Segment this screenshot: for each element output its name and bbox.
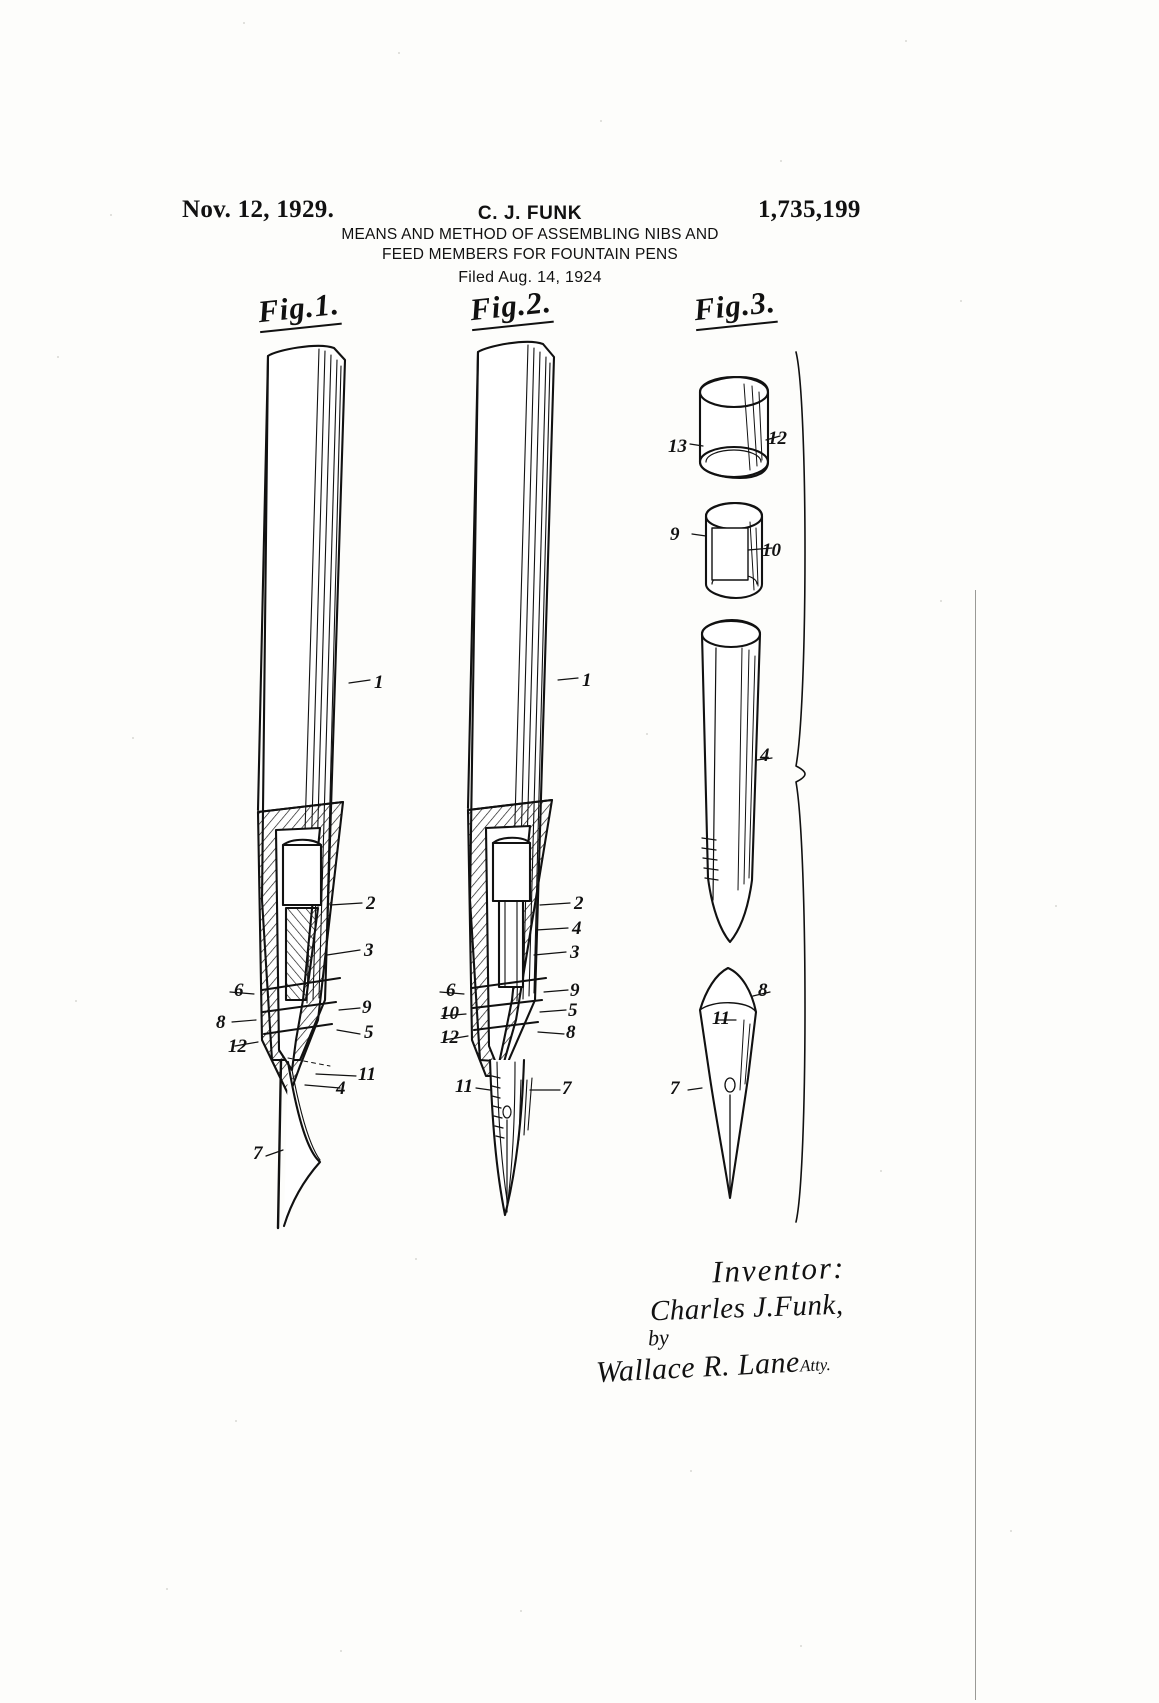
inventor-label: Inventor: — [711, 1249, 846, 1290]
ref-fig1-12: 12 — [228, 1036, 247, 1057]
ref-fig3-4: 4 — [760, 745, 770, 766]
ref-fig2-9: 9 — [570, 980, 580, 1001]
inventor-initials: C. J. FUNK — [477, 203, 583, 224]
filing-date: Filed Aug. 14, 1924 — [458, 268, 602, 286]
attorney-suffix: Atty. — [799, 1354, 832, 1376]
ref-fig2-8: 8 — [566, 1022, 576, 1043]
patent-title-line2: FEED MEMBERS FOR FOUNTAIN PENS — [382, 246, 678, 264]
page-edge-rule — [975, 590, 976, 1700]
ref-fig3-10: 10 — [762, 540, 781, 561]
ref-fig1-1: 1 — [374, 672, 384, 693]
ref-fig3-13: 13 — [668, 436, 687, 457]
ref-fig1-4: 4 — [336, 1078, 346, 1099]
ref-fig1-9: 9 — [362, 997, 372, 1018]
ref-fig2-11: 11 — [455, 1076, 473, 1097]
ref-fig1-6: 6 — [234, 980, 244, 1001]
ref-fig2-12: 12 — [440, 1027, 459, 1048]
ref-fig2-4: 4 — [572, 918, 582, 939]
ref-fig1-2: 2 — [366, 893, 376, 914]
ref-fig3-8: 8 — [758, 980, 768, 1001]
publication-date: Nov. 12, 1929. — [182, 196, 335, 223]
ref-fig2-10: 10 — [440, 1003, 459, 1024]
ref-fig3-9: 9 — [670, 524, 680, 545]
figure-2-caption: Fig.2. — [468, 284, 553, 331]
ref-fig2-1: 1 — [582, 670, 592, 691]
figure-3-drawing — [688, 352, 805, 1222]
figure-1-caption: Fig.1. — [256, 286, 341, 333]
ref-fig2-6: 6 — [446, 980, 456, 1001]
patent-title-line1: MEANS AND METHOD OF ASSEMBLING NIBS AND — [341, 226, 719, 244]
patent-number: 1,735,199 — [758, 196, 861, 223]
ref-fig3-11: 11 — [712, 1008, 730, 1029]
attorney-name: Wallace R. Lane — [595, 1345, 801, 1390]
inventor-signature: Charles J.Funk, — [649, 1288, 845, 1328]
ref-fig3-7: 7 — [670, 1078, 680, 1099]
ref-fig1-3: 3 — [364, 940, 374, 961]
ref-fig1-7: 7 — [253, 1143, 263, 1164]
ref-fig2-5: 5 — [568, 1000, 578, 1021]
ref-fig2-3: 3 — [570, 942, 580, 963]
figure-3-caption: Fig.3. — [692, 284, 777, 331]
ref-fig1-11: 11 — [358, 1064, 376, 1085]
ref-fig1-8: 8 — [216, 1012, 226, 1033]
by-label: by — [647, 1324, 670, 1351]
ref-fig3-12: 12 — [768, 428, 787, 449]
ref-fig1-5: 5 — [364, 1022, 374, 1043]
figure-1-drawing — [230, 346, 370, 1228]
ref-fig2-2: 2 — [574, 893, 584, 914]
ref-fig2-7: 7 — [562, 1078, 572, 1099]
